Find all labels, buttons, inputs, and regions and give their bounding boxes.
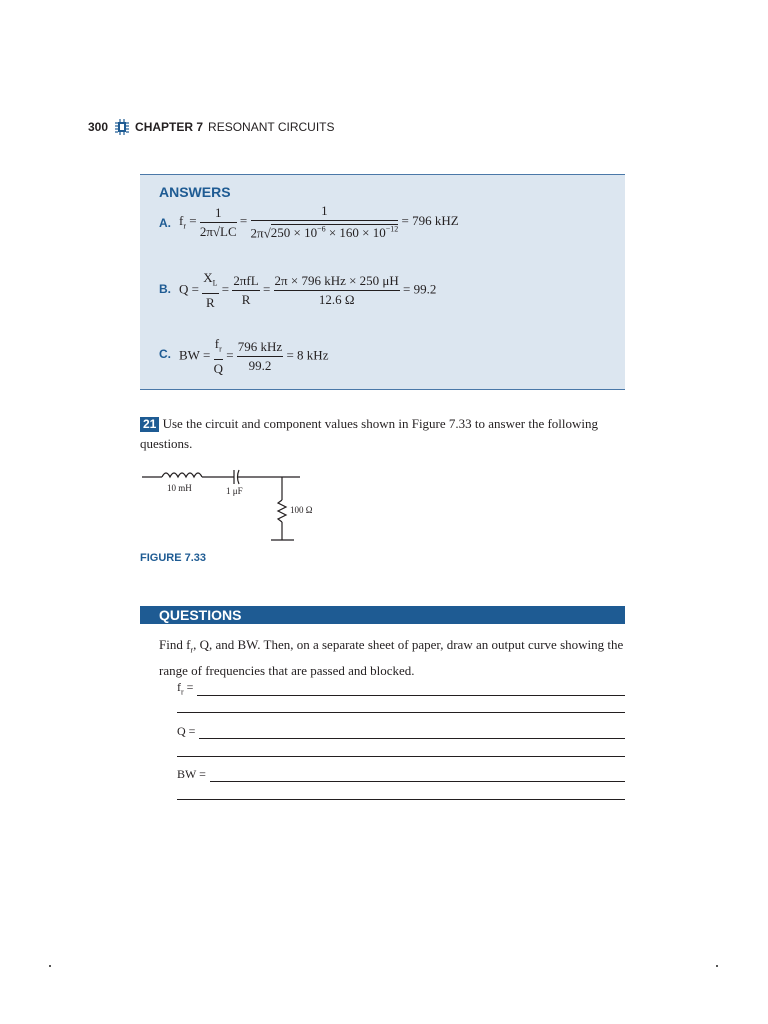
answer-b-equation: Q = $\frac{X_L}{R}$ = $\frac{\text{2πfL}}{R}$ = $\frac{\text{2π × 796 kHz × 250 μH}}{12.6 \Omega}$ = 99.2 [179,270,437,310]
running-header [88,119,335,135]
bw-extra-line[interactable] [177,799,625,800]
answer-b-fraction-3: $\frac{\text{2π × 796 kHz × 250 μH}}{12.6 \Omega}$ [274,272,399,307]
q-label: Q = [177,724,196,738]
answer-a-result: = 796 kHZ [401,213,459,229]
fr-answer-row [177,680,625,696]
answer-a-lhs: $f_r$ [179,213,187,231]
questions-title: QUESTIONS [159,607,242,623]
bw-label: BW = [177,767,206,781]
answer-a-fraction-2: $\frac{1}{2\pi√250 \times 10^{-6} \times 160 \times 10^{-12}}$ [250,203,399,241]
bw-answer-row [177,767,625,782]
q-answer-row [177,724,625,739]
figure-caption: FIGURE 7.33 [140,552,207,564]
fr-extra-line[interactable] [177,712,625,713]
answer-a-equation: $f_r$ = $\frac{1}{2\pi√LC}$ = $\frac{1}{2\pi√250 \times 10^{-6} \times 160 \times 10^{-12}}$ = 796 kHZ [179,203,459,241]
chapter-label: CHAPTER 7 [135,120,204,134]
chip-icon [115,119,129,135]
q-extra-line[interactable] [177,756,625,757]
crop-mark-left [49,965,51,967]
problem-number-badge: 21 [140,417,159,432]
page-number: 300 [88,120,109,134]
bw-answer-line[interactable] [210,767,625,782]
answer-b-label: B. [159,282,171,296]
answer-c-equation: BW = $\frac{f_r}{Q}$ = $\frac{\text{796 kHz}}{99.2}$ = 8 kHz [179,336,329,376]
inductor-label: 10 mH [167,483,192,493]
answer-a-fraction-1: $\frac{1}{2\pi√LC}$ [199,204,237,239]
answer-c-fraction-1: $\frac{f_r}{Q}$ [213,336,223,376]
answer-c-fraction-2: $\frac{\text{796 kHz}}{99.2}$ [237,338,283,373]
capacitor-label: 1 μF [226,486,243,496]
inductor-symbol [162,473,202,477]
answer-c-label: C. [159,347,171,361]
answer-a-label: A. [159,216,171,230]
answers-title: ANSWERS [159,184,231,200]
fr-answer-line[interactable] [197,681,625,696]
answer-b-fraction-1: $\frac{X_L}{R}$ [203,270,218,310]
resistor-symbol [278,500,286,522]
questions-text: Find $f_r$, Q, and BW. Then, on a separate sheet of paper, draw an output curve showing the range of frequencies that are passed and blocked. [159,637,624,678]
fr-label: $f_r$ = [177,680,194,697]
problem-21 [140,414,625,454]
answer-c-result: = 8 kHz [286,347,329,363]
answer-b-fraction-2: $\frac{\text{2πfL}}{R}$ [233,272,259,307]
chapter-title: RESONANT CIRCUITS [208,120,335,134]
circuit-diagram [138,462,318,546]
crop-mark-right [716,965,718,967]
answer-b-result: = 99.2 [403,281,437,297]
q-answer-line[interactable] [199,724,625,739]
problem-text: Use the circuit and component values shown in Figure 7.33 to answer the following questions. [140,416,599,451]
resistor-label: 100 Ω [290,505,313,515]
